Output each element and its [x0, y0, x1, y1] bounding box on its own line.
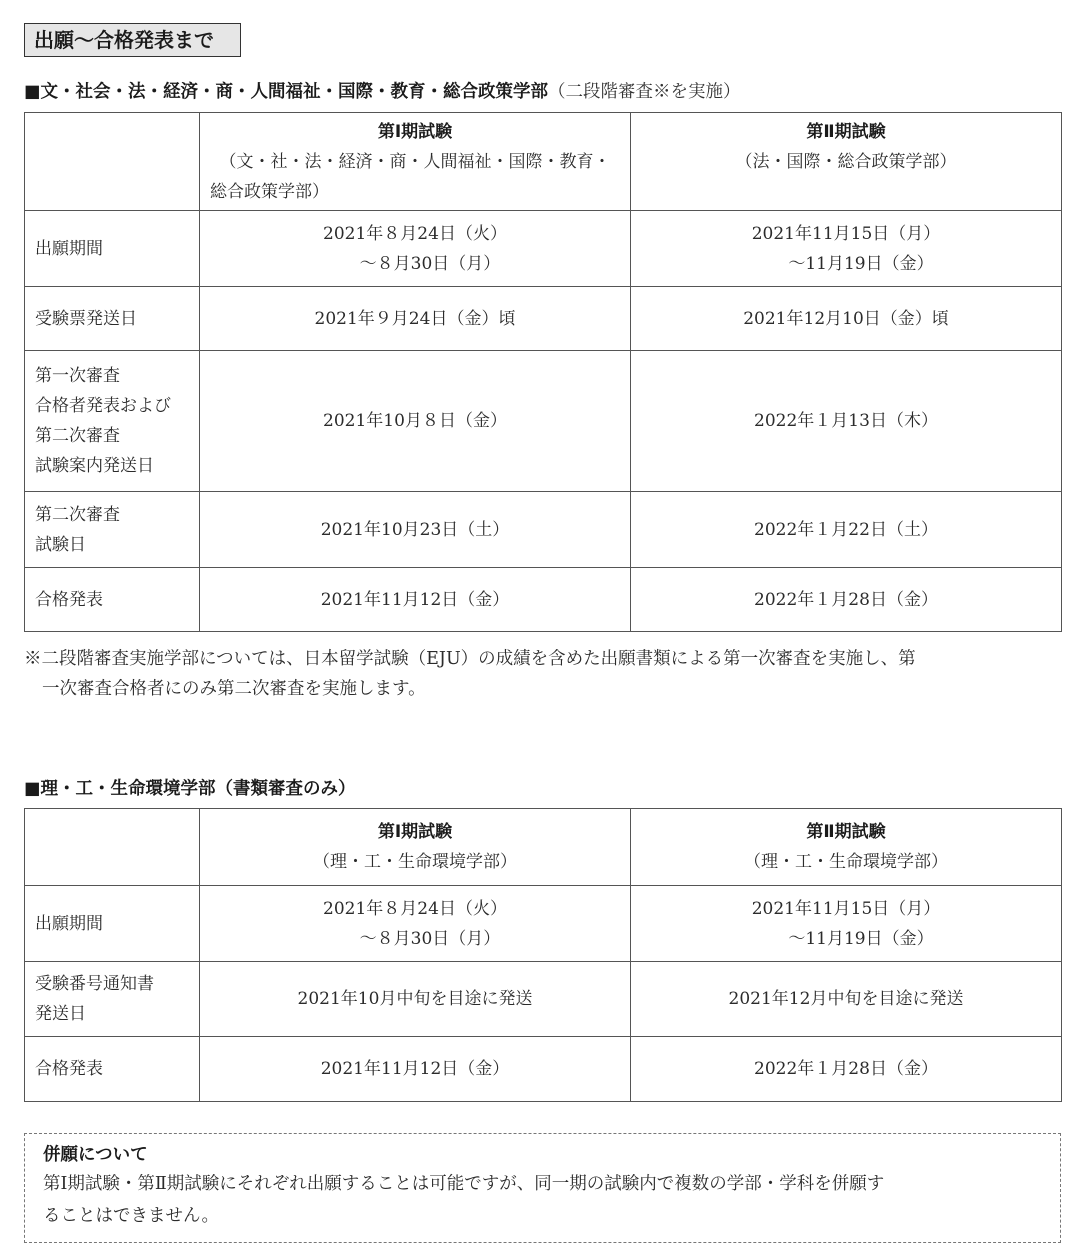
period1-sub-line2: 総合政策学部） — [210, 181, 329, 202]
table-row — [25, 886, 1062, 962]
row-label-line: 第一次審査 — [35, 366, 120, 386]
row-value-period2: 2021年12月中旬を目途に発送 — [631, 962, 1062, 1037]
period2-sub: （法・国際・総合政策学部） — [735, 152, 957, 172]
value-line: 〜８月30日（月） — [359, 928, 501, 949]
section2-schedule-table — [24, 808, 1062, 1102]
row-label-line: 合格発表 — [35, 589, 103, 610]
section1-heading-text: ■文・社会・法・経済・商・人間福祉・国際・教育・総合政策学部 — [24, 82, 549, 102]
row-value-period2: 2022年１月28日（金） — [631, 1037, 1062, 1102]
notice-title: 併願について — [43, 1145, 148, 1165]
header-period1 — [200, 809, 631, 886]
row-label-line: 試験案内発送日 — [35, 456, 154, 476]
value-line: 2021年８月24日（火） — [323, 223, 507, 244]
row-label-line: 受験番号通知書 — [35, 974, 154, 994]
period1-title: 第Ⅰ期試験 — [377, 822, 453, 842]
row-label-line: 出願期間 — [35, 913, 103, 934]
header-period2 — [631, 113, 1062, 211]
row-label — [25, 351, 200, 492]
row-label-line: 合格者発表および — [35, 396, 171, 416]
page-title: 出願〜合格発表まで — [24, 23, 241, 57]
header-blank-cell — [25, 809, 200, 886]
notice-body — [43, 1168, 1042, 1232]
table-header-row — [25, 113, 1062, 211]
value-line: 〜11月19日（金） — [788, 253, 934, 274]
row-value-period2: 2021年12月10日（金）頃 — [631, 287, 1062, 351]
section1-heading — [24, 78, 741, 103]
footnote-line: ※二段階審査実施学部については、日本留学試験（EJU）の成績を含めた出願書類による第一次審査を実施し、第 — [24, 649, 916, 669]
row-label — [25, 492, 200, 568]
row-value-period2: 2022年１月22日（土） — [631, 492, 1062, 568]
value-line: 〜11月19日（金） — [788, 928, 934, 949]
row-value-period2: 2022年１月13日（木） — [631, 351, 1062, 492]
table-header-row — [25, 809, 1062, 886]
table-row — [25, 287, 1062, 351]
row-label — [25, 1037, 200, 1102]
row-label-line: 第二次審査 — [35, 426, 120, 446]
row-value-period1 — [200, 886, 631, 962]
row-value-period1: 2021年９月24日（金）頃 — [200, 287, 631, 351]
table-row — [25, 492, 1062, 568]
row-value-period2: 2022年１月28日（金） — [631, 568, 1062, 632]
header-blank-cell — [25, 113, 200, 211]
period2-sub: （理・工・生命環境学部） — [744, 852, 948, 872]
table-row — [25, 211, 1062, 287]
concurrent-application-notice — [24, 1133, 1061, 1243]
period1-sub-line1: （文・社・法・経済・商・人間福祉・国際・教育・ — [219, 151, 611, 172]
value-line: 2021年11月15日（月） — [751, 898, 941, 919]
table-row — [25, 962, 1062, 1037]
row-value-period1: 2021年10月23日（土） — [200, 492, 631, 568]
table-row — [25, 351, 1062, 492]
section1-heading-note: （二段階審査※を実施） — [548, 82, 741, 102]
value-line: 2021年８月24日（火） — [323, 898, 507, 919]
table-row — [25, 1037, 1062, 1102]
row-value-period1: 2021年10月８日（金） — [200, 351, 631, 492]
section2-heading: ■理・工・生命環境学部（書類審査のみ） — [24, 779, 356, 799]
row-value-period1: 2021年11月12日（金） — [200, 1037, 631, 1102]
row-label — [25, 287, 200, 351]
period2-title: 第Ⅱ期試験 — [806, 122, 886, 142]
footnote-line: 一次審査合格者にのみ第二次審査を実施します。 — [42, 679, 426, 699]
section1-footnote — [24, 644, 1064, 704]
row-label-line: 出願期間 — [35, 238, 103, 259]
header-period1 — [200, 113, 631, 211]
row-label — [25, 886, 200, 962]
notice-line: ることはできません。 — [43, 1206, 220, 1226]
value-line: 〜８月30日（月） — [359, 253, 501, 274]
row-label-line: 試験日 — [35, 534, 86, 555]
table-row — [25, 568, 1062, 632]
row-value-period1 — [200, 211, 631, 287]
notice-line: 第Ⅰ期試験・第Ⅱ期試験にそれぞれ出願することは可能ですが、同一期の試験内で複数の学部・学科を併願す — [43, 1174, 885, 1194]
row-label — [25, 211, 200, 287]
row-label-line: 第二次審査 — [35, 504, 120, 525]
row-label-line: 発送日 — [35, 1004, 86, 1024]
row-label — [25, 568, 200, 632]
row-label — [25, 962, 200, 1037]
row-value-period2 — [631, 886, 1062, 962]
header-period2 — [631, 809, 1062, 886]
section1-schedule-table — [24, 112, 1062, 632]
period1-sub: （理・工・生命環境学部） — [313, 852, 517, 872]
row-label-line: 受験票発送日 — [35, 308, 137, 329]
row-value-period2 — [631, 211, 1062, 287]
row-value-period1: 2021年11月12日（金） — [200, 568, 631, 632]
period1-title: 第Ⅰ期試験 — [377, 121, 453, 142]
row-value-period1: 2021年10月中旬を目途に発送 — [200, 962, 631, 1037]
period2-title: 第Ⅱ期試験 — [806, 822, 886, 842]
value-line: 2021年11月15日（月） — [751, 223, 941, 244]
row-label-line: 合格発表 — [35, 1059, 103, 1079]
